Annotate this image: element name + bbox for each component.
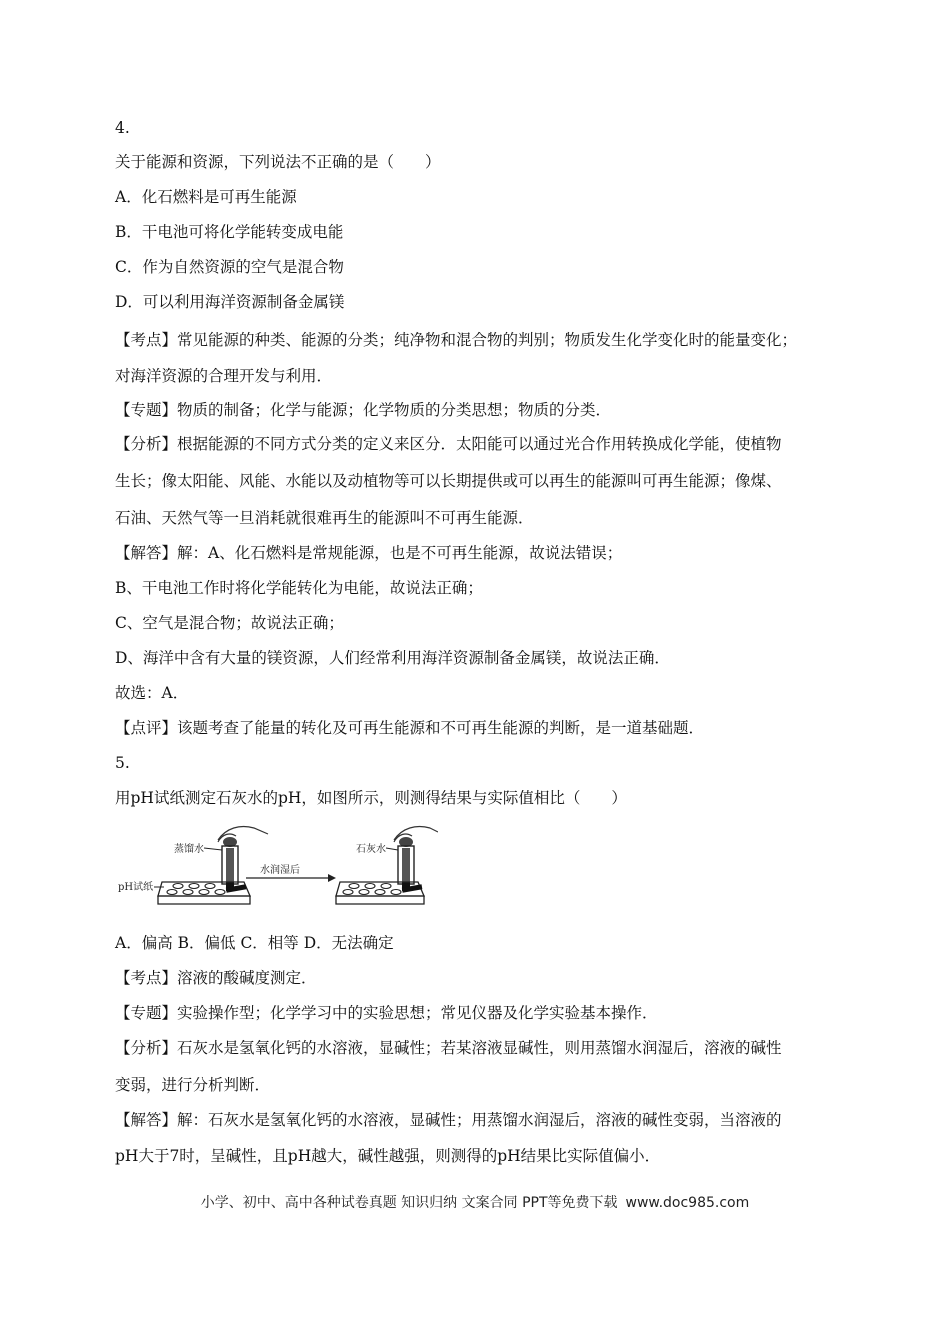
question-5-stem: 用pH试纸测定石灰水的pH，如图所示，则测得结果与实际值相比（ ） <box>115 789 627 807</box>
question-4-option-c: C．作为自然资源的空气是混合物 <box>115 258 344 276</box>
page-footer <box>0 1192 950 1212</box>
question-5-jieda-line2: pH大于7时，呈碱性，且pH越大，碱性越强，则测得的pH结果比实际值偏小． <box>115 1147 661 1165</box>
arrow-head <box>328 874 336 882</box>
question-4-kaodian-line1: 【考点】常见能源的种类、能源的分类；纯净物和混合物的判别；物质发生化学变化时的能量变化； <box>115 331 798 349</box>
question-4-jieda-line1: 【解答】解：A、化石燃料是常规能源，也是不可再生能源，故说法错误； <box>115 544 623 562</box>
question-4-kaodian-line2: 对海洋资源的合理开发与利用． <box>115 367 333 385</box>
question-5-jieda-line1: 【解答】解：石灰水是氢氧化钙的水溶液，显碱性；用蒸馏水润湿后，溶液的碱性变弱，当溶液的 <box>115 1111 782 1129</box>
question-4-fenxi-line2: 生长；像太阳能、风能、水能以及动植物等可以长期提供或可以再生的能源叫可再生能源；像煤、 <box>115 472 782 490</box>
question-5-number: 5. <box>115 754 130 772</box>
question-4-answer: 故选：A． <box>115 684 189 702</box>
label-after-wetting: 水润湿后 <box>260 865 300 876</box>
right-spot-plate-side <box>336 896 424 904</box>
question-4-fenxi-line3: 石油、天然气等一旦消耗就很难再生的能源叫不可再生能源． <box>115 509 534 527</box>
question-5-fenxi-line2: 变弱，进行分析判断． <box>115 1076 271 1094</box>
question-4-jieda-line3: C、空气是混合物；故说法正确； <box>115 614 344 632</box>
footer-text: 小学、初中、高中各种试卷真题 知识归纳 文案合同 PPT等免费下载 <box>200 1195 618 1211</box>
label-ph-paper: pH试纸 <box>118 882 154 893</box>
question-4-jieda-line4: D、海洋中含有大量的镁资源，人们经常利用海洋资源制备金属镁，故说法正确． <box>115 649 670 667</box>
question-5-fenxi-line1: 【分析】石灰水是氢氧化钙的水溶液，显碱性；若某溶液显碱性，则用蒸馏水润湿后，溶液的碱性 <box>115 1039 782 1057</box>
question-4-fenxi-line1: 【分析】根据能源的不同方式分类的定义来区分．太阳能可以通过光合作用转换成化学能，使植物 <box>115 435 782 453</box>
question-4-dianping: 【点评】该题考查了能量的转化及可再生能源和不可再生能源的判断，是一道基础题． <box>115 719 705 737</box>
question-5-zhuanti: 【专题】实验操作型；化学学习中的实验思想；常见仪器及化学实验基本操作． <box>115 1004 658 1022</box>
ph-test-figure <box>118 820 438 916</box>
question-5-kaodian: 【考点】溶液的酸碱度测定． <box>115 969 317 987</box>
question-4-stem: 关于能源和资源，下列说法不正确的是（ ） <box>115 153 441 171</box>
right-hand-sketch <box>394 827 438 841</box>
footer-url[interactable]: www.doc985.com <box>625 1195 750 1211</box>
question-4-jieda-line2: B、干电池工作时将化学能转化为电能，故说法正确； <box>115 579 483 597</box>
question-4-zhuanti: 【专题】物质的制备；化学与能源；化学物质的分类思想；物质的分类． <box>115 401 612 419</box>
left-hand-sketch <box>218 827 268 841</box>
label-distilled-water: 蒸馏水 <box>174 844 204 855</box>
label-limewater: 石灰水 <box>356 844 386 855</box>
question-4-option-b: B．干电池可将化学能转变成电能 <box>115 223 344 241</box>
question-4-option-a: A．化石燃料是可再生能源 <box>115 188 297 206</box>
left-spot-plate-side <box>158 896 250 904</box>
question-4-option-d: D．可以利用海洋资源制备金属镁 <box>115 293 345 311</box>
question-4-number: 4. <box>115 119 130 137</box>
question-5-options: A．偏高 B．偏低 C．相等 D．无法确定 <box>115 934 394 952</box>
